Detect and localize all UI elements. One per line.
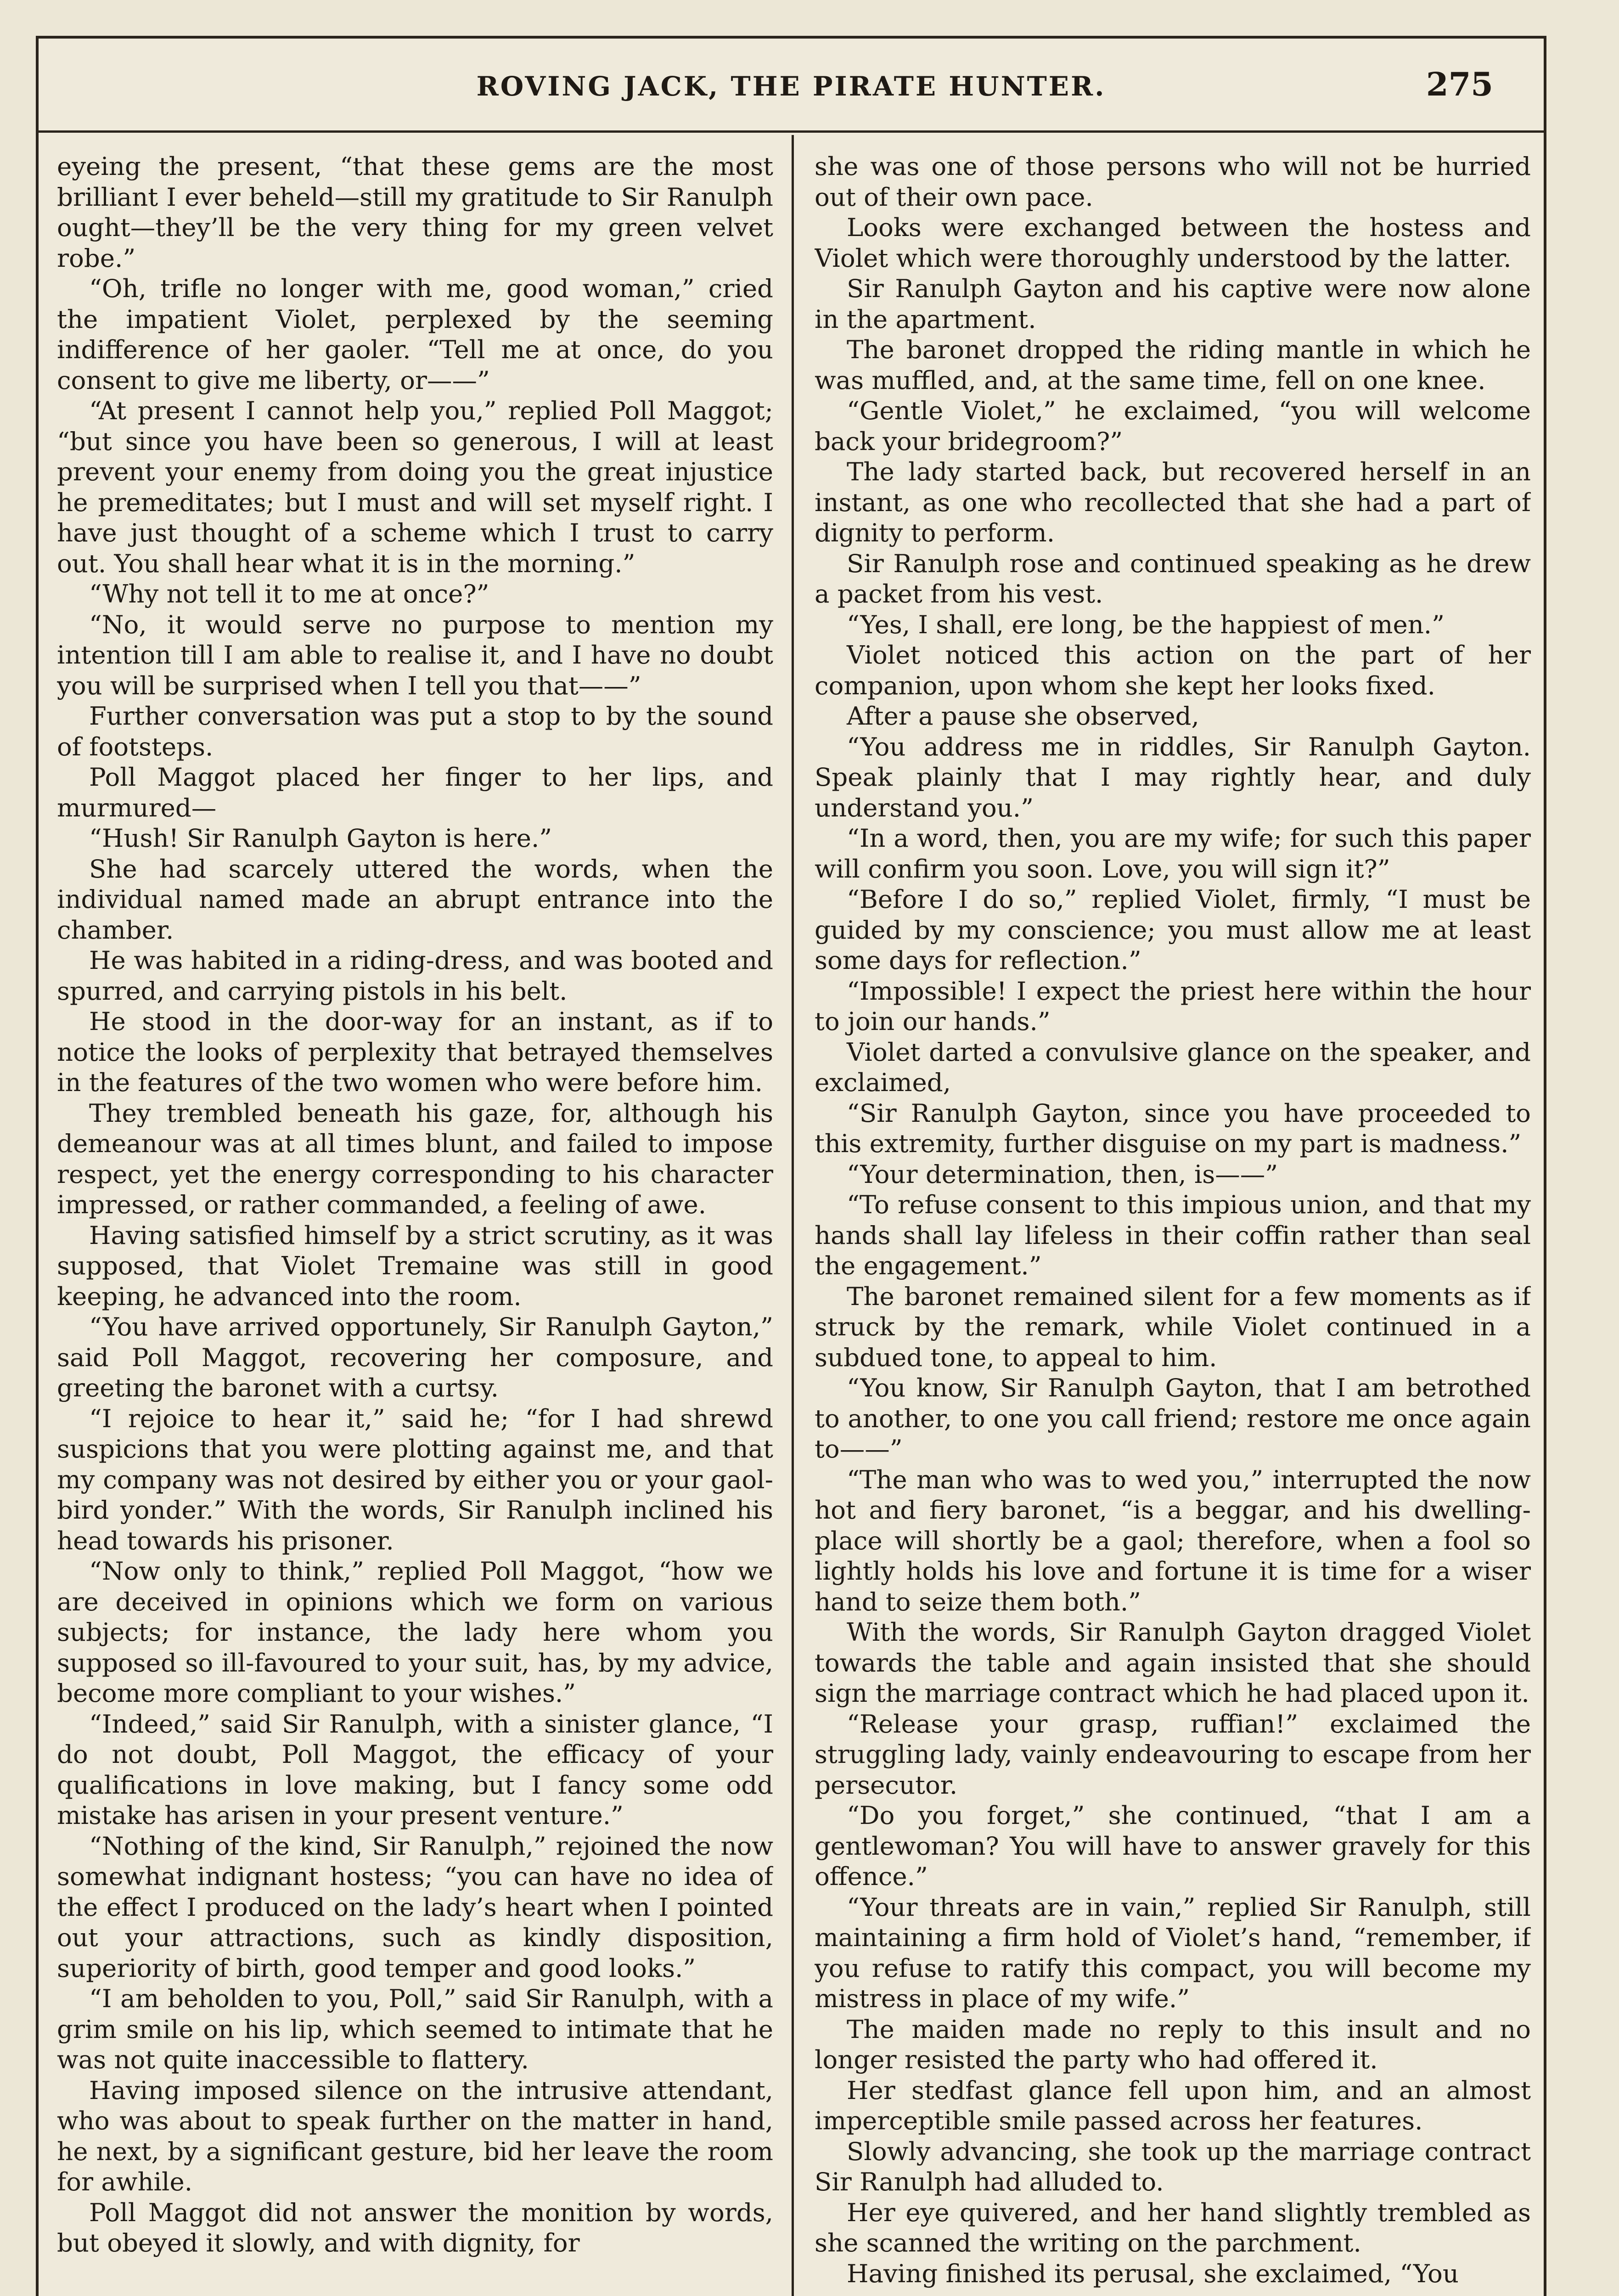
paragraph: She had scarcely uttered the words, when the individual named made an abrupt entrance into the chamber. bbox=[57, 854, 773, 945]
paragraph: “Hush! Sir Ranulph Gayton is here.” bbox=[89, 823, 552, 853]
paragraph: “Your threats are in vain,” replied Sir Ranulph, still maintaining a firm hold of Violet’s hand, “remember, if you refuse to ratify this compact, you will become my mistress in place of my wife.” bbox=[815, 1892, 1531, 2013]
paragraph: “The man who was to wed you,” interrupted the now hot and fiery baronet, “is a beggar, and his dwelling-place will shortly be a gaol; therefore, when a fool so lightly holds his love and fortune it is time for a wiser hand to seize them both.” bbox=[815, 1464, 1531, 1616]
paragraph: Looks were exchanged between the hostess and Violet which were thoroughly understood by the latter. bbox=[815, 213, 1531, 273]
paragraph: “Indeed,” said Sir Ranulph, with a sinister glance, “I do not doubt, Poll Maggot, the efficacy of your qualifications in love making, but I fancy some odd mistake has arisen in your present venture.” bbox=[57, 1709, 773, 1830]
running-title: ROVING JACK, THE PIRATE HUNTER. bbox=[476, 71, 1106, 102]
paragraph: “Release your grasp, ruffian!” exclaimed the struggling lady, vainly endeavouring to escape from her persecutor. bbox=[815, 1709, 1531, 1800]
paragraph: she was one of those persons who will not be hurried out of their own pace. bbox=[815, 152, 1531, 212]
paragraph: “Yes, I shall, ere long, be the happiest of men.” bbox=[847, 609, 1445, 639]
paragraph: Sir Ranulph rose and continued speaking as he drew a packet from his vest. bbox=[815, 548, 1531, 608]
paragraph: “To refuse consent to this impious union, and that my hands shall lay lifeless in their coffin rather than seal the engagement.” bbox=[815, 1190, 1531, 1280]
paragraph: eyeing the present, “that these gems are the most brilliant I ever beheld—still my gratitude to Sir Ranulph ought—they’ll be the very thing for my green velvet robe.” bbox=[57, 152, 773, 273]
paragraph: “Your determination, then, is——” bbox=[847, 1159, 1278, 1189]
paragraph: “Nothing of the kind, Sir Ranulph,” rejoined the now somewhat indignant hostess; “you can have no idea of the effect I produced on the lady’s heart when I pointed out your attractions, such as kindly disposition, superiority of birth, good temper and good looks.” bbox=[57, 1831, 773, 1983]
paragraph: Having satisfied himself by a strict scrutiny, as it was supposed, that Violet Tremaine was still in good keeping, he advanced into the room. bbox=[57, 1220, 773, 1311]
paragraph: After a pause she observed, bbox=[847, 701, 1199, 731]
paragraph: “Sir Ranulph Gayton, since you have proceeded to this extremity, further disguise on my part is madness.” bbox=[815, 1098, 1531, 1158]
paragraph: Having finished its perusal, she exclaimed, “You bbox=[847, 2258, 1459, 2288]
paragraph: “You know, Sir Ranulph Gayton, that I am betrothed to another, to one you call friend; restore me once again to——” bbox=[815, 1373, 1531, 1463]
paragraph: Slowly advancing, she took up the marriage contract Sir Ranulph had alluded to. bbox=[815, 2136, 1531, 2196]
page-header bbox=[39, 39, 1544, 133]
paragraph: The lady started back, but recovered herself in an instant, as one who recollected that she had a part of dignity to perform. bbox=[815, 457, 1531, 547]
paragraph: “Do you forget,” she continued, “that I am a gentlewoman? You will have to answer gravely for this offence.” bbox=[815, 1801, 1531, 1891]
paragraph: Further conversation was put a stop to by the sound of footsteps. bbox=[57, 701, 773, 761]
paragraph: “Now only to think,” replied Poll Maggot, “how we are deceived in opinions which we form on various subjects; for instance, the lady here whom you supposed so ill-favoured to your suit, has, by my advice, become more compliant to your wishes.” bbox=[57, 1556, 773, 1708]
column-divider bbox=[792, 135, 794, 2296]
paragraph: He stood in the door-way for an instant, as if to notice the looks of perplexity that betrayed themselves in the features of the two women who were before him. bbox=[57, 1007, 773, 1097]
paragraph: The maiden made no reply to this insult and no longer resisted the party who had offered it. bbox=[815, 2014, 1531, 2074]
paragraph: Violet noticed this action on the part of her companion, upon whom she kept her looks fixed. bbox=[815, 640, 1531, 700]
paragraph: The baronet dropped the riding mantle in which he was muffled, and, at the same time, fell on one knee. bbox=[815, 335, 1531, 395]
paragraph: The baronet remained silent for a few moments as if struck by the remark, while Violet continued in a subdued tone, to appeal to him. bbox=[815, 1281, 1531, 1372]
paragraph: “Oh, trifle no longer with me, good woman,” cried the impatient Violet, perplexed by the seeming indifference of her gaoler. “Tell me at once, do you consent to give me liberty, or——” bbox=[57, 274, 773, 395]
paragraph: “At present I cannot help you,” replied Poll Maggot; “but since you have been so generous, I will at least prevent your enemy from doing you the great injustice he premeditates; but I must and will set myself right. I have just thought of a scheme which I trust to carry out. You shall hear what it is in the morning.” bbox=[57, 396, 773, 578]
paragraph: With the words, Sir Ranulph Gayton dragged Violet towards the table and again insisted that she should sign the marriage contract which he had placed upon it. bbox=[815, 1617, 1531, 1708]
paragraph: Having imposed silence on the intrusive attendant, who was about to speak further on the matter in hand, he next, by a significant gesture, bid her leave the room for awhile. bbox=[57, 2075, 773, 2196]
paragraph: Poll Maggot placed her finger to her lips, and murmured— bbox=[57, 762, 773, 822]
paragraph: “I rejoice to hear it,” said he; “for I had shrewd suspicions that you were plotting against me, and that my company was not desired by either you or your gaol-bird yonder.” With the words, Sir Ranulph inclined his head towards his prisoner. bbox=[57, 1403, 773, 1555]
paragraph: “Gentle Violet,” he exclaimed, “you will welcome back your bridegroom?” bbox=[815, 396, 1531, 456]
right-column bbox=[815, 151, 1531, 2296]
page-number: 275 bbox=[1426, 65, 1493, 103]
paragraph: “In a word, then, you are my wife; for such this paper will confirm you soon. Love, you will sign it?” bbox=[815, 823, 1531, 884]
paragraph: “You have arrived opportunely, Sir Ranulph Gayton,” said Poll Maggot, recovering her composure, and greeting the baronet with a curtsy. bbox=[57, 1312, 773, 1402]
paragraph: Poll Maggot did not answer the monition by words, but obeyed it slowly, and with dignity, for bbox=[57, 2197, 773, 2257]
paragraph: “You address me in riddles, Sir Ranulph Gayton. Speak plainly that I may rightly hear, and duly understand you.” bbox=[815, 732, 1531, 822]
left-column bbox=[57, 151, 773, 2296]
paragraph: “Impossible! I expect the priest here within the hour to join our hands.” bbox=[815, 976, 1531, 1036]
paragraph: Violet darted a convulsive glance on the speaker, and exclaimed, bbox=[815, 1037, 1531, 1097]
paragraph: “I am beholden to you, Poll,” said Sir Ranulph, with a grim smile on his lip, which seemed to intimate that he was not quite inaccessible to flattery. bbox=[57, 1984, 773, 2074]
paragraph: He was habited in a riding-dress, and was booted and spurred, and carrying pistols in his belt. bbox=[57, 945, 773, 1006]
paragraph: “No, it would serve no purpose to mention my intention till I am able to realise it, and I have no doubt you will be surprised when I tell you that——” bbox=[57, 609, 773, 700]
paragraph: They trembled beneath his gaze, for, although his demeanour was at all times blunt, and failed to impose respect, yet the energy corresponding to his character impressed, or rather commanded, a feeling of awe. bbox=[57, 1098, 773, 1219]
paragraph: Her stedfast glance fell upon him, and an almost imperceptible smile passed across her features. bbox=[815, 2075, 1531, 2135]
page-frame bbox=[36, 36, 1546, 2296]
paragraph: Her eye quivered, and her hand slightly trembled as she scanned the writing on the parchment. bbox=[815, 2197, 1531, 2257]
paragraph: “Why not tell it to me at once?” bbox=[89, 579, 489, 608]
paragraph: Sir Ranulph Gayton and his captive were now alone in the apartment. bbox=[815, 274, 1531, 334]
paragraph: “Before I do so,” replied Violet, firmly, “I must be guided by my conscience; you must allow me at least some days for reflection.” bbox=[815, 884, 1531, 975]
